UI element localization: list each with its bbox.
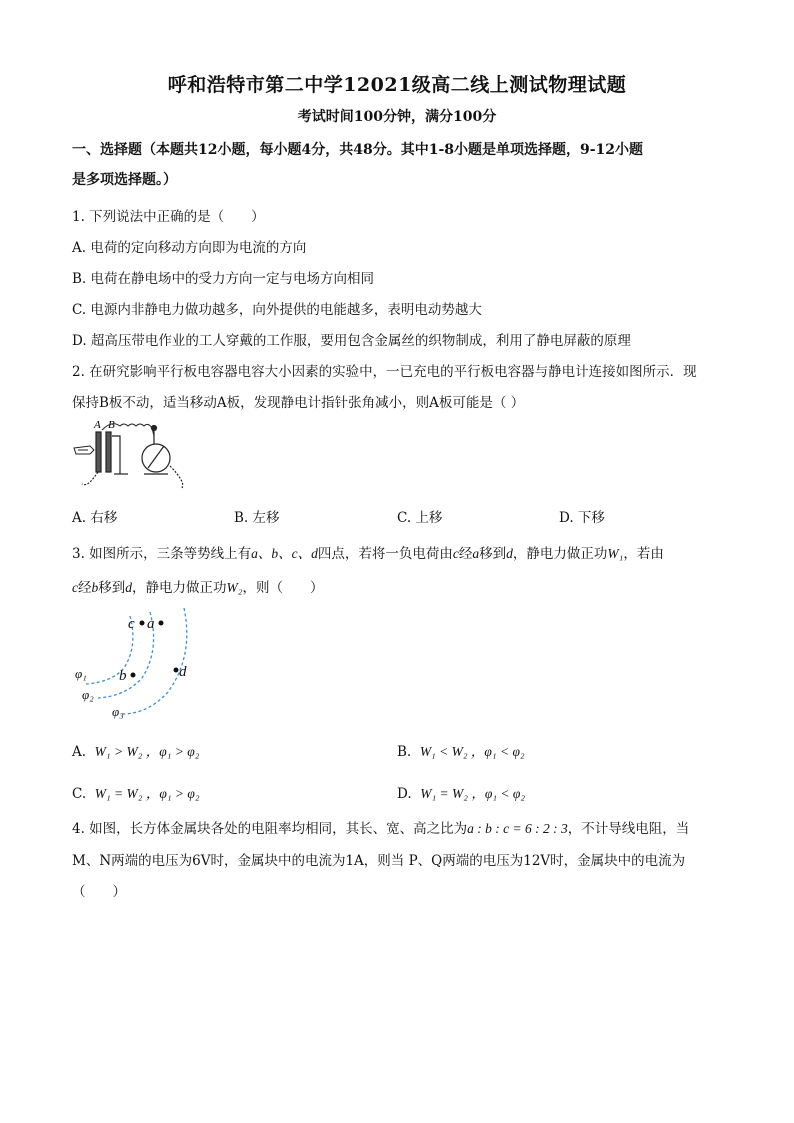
- q3-stem-line1: 3. 如图所示，三条等势线上有a、b、c、d四点，若将一负电荷由c经a移到d，静电力做正功W₁，若由: [72, 546, 664, 562]
- point-d: [174, 668, 179, 673]
- q3-option-a: A. W₁ > W₂ ，φ₁ > φ₂: [72, 744, 200, 760]
- label-phi2: φ₂: [82, 687, 94, 702]
- section-heading-line2: 是多项选择题。）: [72, 172, 177, 188]
- electrometer-icon: [142, 426, 183, 489]
- hand-icon: [74, 446, 94, 454]
- label-d: d: [179, 664, 187, 680]
- capacitor-electrometer-figure: [72, 416, 192, 496]
- label-phi3: φ₃: [112, 704, 124, 719]
- q4-stem-line3: （ ）: [72, 884, 126, 900]
- q1-stem: 1. 下列说法中正确的是（ ）: [72, 209, 265, 225]
- q4-stem-line2: M、N两端的电压为6V时，金属块中的电流为1A，则当 P、Q两端的电压为12V时，金属块中的电流为: [72, 853, 686, 869]
- q2-stem-line1: 2. 在研究影响平行板电容器电容大小因素的实验中，一已充电的平行板电容器与静电计连接如图所示．现: [72, 364, 697, 380]
- q2-option-a: A. 右移: [72, 510, 118, 526]
- q1-option-b: B. 电荷在静电场中的受力方向一定与电场方向相同: [72, 271, 375, 287]
- section-heading-line1: 一、选择题（本题共12小题，每小题4分，共48分。其中1-8小题是单项选择题，9-12小题: [72, 142, 644, 158]
- q3-stem-line2: c经b移到d，静电力做正功W₂，则（ ）: [72, 580, 324, 596]
- plate-a-label: A: [94, 419, 101, 431]
- label-phi1: φ₁: [75, 666, 87, 681]
- q1-option-a: A. 电荷的定向移动方向即为电流的方向: [72, 240, 307, 256]
- q1-option-d: D. 超高压带电作业的工人穿戴的工作服，要用包含金属丝的织物制成，利用了静电屏蔽的原理: [72, 333, 631, 349]
- exam-title: 呼和浩特市第二中学12021级高二线上测试物理试题: [167, 74, 627, 96]
- equipotential-figure: [72, 606, 212, 726]
- q2-option-b: B. 左移: [234, 510, 280, 526]
- q3-option-d: D. W₁ = W₂ ，φ₁ < φ₂: [397, 786, 526, 802]
- q3-option-c: C. W₁ = W₂ ，φ₁ > φ₂: [72, 786, 200, 802]
- label-a: a: [147, 616, 155, 632]
- q4-stem-line1: 4. 如图，长方体金属块各处的电阻率均相同，其长、宽、高之比为a : b : c = 6 : 2 : 3，不计导线电阻，当: [72, 821, 690, 837]
- point-c: [140, 621, 145, 626]
- q2-stem-line2: 保持B板不动，适当移动A板，发现静电计指针张角减小，则A板可能是（ ）: [72, 395, 525, 411]
- exam-subtitle: 考试时间100分钟，满分100分: [297, 109, 497, 125]
- equipotential-line-2: [98, 612, 154, 698]
- label-b: b: [119, 668, 127, 684]
- plate-b-label: B: [108, 419, 115, 431]
- capacitor-plates-icon: [82, 432, 128, 485]
- point-b: [131, 673, 136, 678]
- q2-option-c: C. 上移: [397, 510, 443, 526]
- point-a: [159, 621, 164, 626]
- q2-option-d: D. 下移: [559, 510, 605, 526]
- q1-option-c: C. 电源内非静电力做功越多，向外提供的电能越多，表明电动势越大: [72, 302, 482, 318]
- label-c: c: [128, 616, 135, 632]
- q3-option-b: B. W₁ < W₂ ，φ₁ < φ₂: [397, 744, 525, 760]
